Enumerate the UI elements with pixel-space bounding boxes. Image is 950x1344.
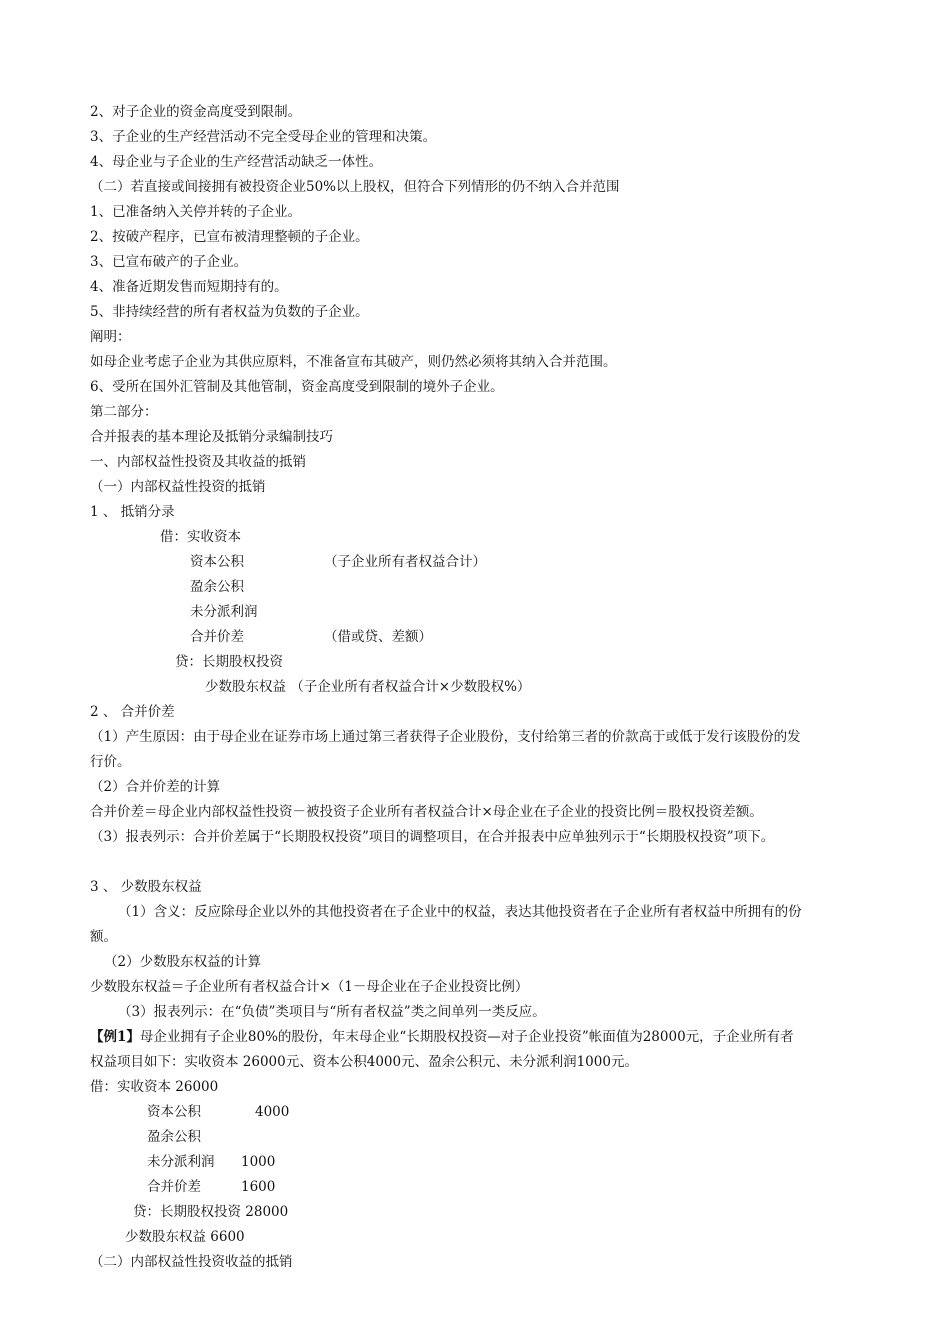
journal-line	[190, 628, 432, 646]
text-line: 3、已宣布破产的子企业。	[90, 254, 248, 270]
subsection-heading: （一）内部权益性投资的抵销	[90, 479, 266, 495]
text-line: 2、按破产程序，已宣布被清理整顿的子企业。	[90, 229, 369, 245]
formula-line: 合并价差＝母企业内部权益性投资－被投资子企业所有者权益合计×母企业在子企业的投资比例＝股权投资差额。	[90, 804, 763, 820]
text-line: 4、母企业与子企业的生产经营活动缺乏一体性。	[90, 154, 383, 170]
text-line: 4、准备近期发售而短期持有的。	[90, 279, 288, 295]
text-line: （3）报表列示：合并价差属于“长期股权投资”项目的调整项目，在合并报表中应单独列示于“长期股权投资”项下。	[90, 829, 775, 845]
text-line: 5、非持续经营的所有者权益为负数的子企业。	[90, 304, 369, 320]
text-line: 阐明：	[90, 329, 131, 345]
journal-account: 少数股东权益 6600	[125, 1229, 245, 1245]
text-line: （2）合并价差的计算	[90, 779, 221, 795]
journal-amount: 4000	[255, 1104, 290, 1120]
journal-line	[147, 1153, 275, 1171]
journal-account: 合并价差	[190, 629, 244, 645]
journal-account: 盈余公积	[190, 579, 244, 595]
journal-debit-line: 借：实收资本 26000	[90, 1079, 219, 1095]
text-line: 6、受所在国外汇管制及其他管制，资金高度受到限制的境外子企业。	[90, 379, 504, 395]
journal-credit-line: 贷：长期股权投资 28000	[133, 1204, 289, 1220]
journal-line	[190, 553, 486, 571]
journal-account: 资本公积	[147, 1104, 201, 1120]
subsection-heading: （二）内部权益性投资收益的抵销	[90, 1254, 293, 1270]
journal-credit-line: 贷：长期股权投资	[175, 654, 283, 670]
journal-debit-line: 借：实收资本	[160, 529, 241, 545]
journal-amount: 1600	[241, 1179, 276, 1195]
text-line: （1）产生原因：由于母企业在证券市场上通过第三者获得子企业股份，支付给第三者的价款高于或低于发行该股份的发	[90, 729, 801, 745]
text-line: 1、已准备纳入关停并转的子企业。	[90, 204, 302, 220]
text-line: 3、子企业的生产经营活动不完全受母企业的管理和决策。	[90, 129, 437, 145]
journal-account: 盈余公积	[147, 1129, 201, 1145]
item-heading: 1 、 抵销分录	[90, 504, 175, 520]
example-label: 【例1】	[90, 1029, 140, 1045]
part-title: 合并报表的基本理论及抵销分录编制技巧	[90, 429, 333, 445]
section-heading: （二）若直接或间接拥有被投资企业50%以上股权，但符合下列情形的仍不纳入合并范围	[90, 179, 620, 195]
item-heading: 3 、 少数股东权益	[90, 879, 202, 895]
example-line	[90, 1028, 794, 1046]
text-line: （2）少数股东权益的计算	[104, 954, 262, 970]
journal-account: 资本公积	[190, 554, 244, 570]
example-text: 母企业拥有子企业80%的股份，年末母企业“长期股权投资—对子企业投资”帐面值为28000元，子企业所有者	[139, 1029, 794, 1045]
journal-note: （借或贷、差额）	[324, 629, 432, 645]
journal-account: 未分派利润	[190, 604, 258, 620]
journal-line	[147, 1103, 289, 1121]
text-line: （3）报表列示：在“负债”类项目与“所有者权益”类之间单列一类反应。	[118, 1004, 546, 1020]
journal-note: （子企业所有者权益合计）	[324, 554, 486, 570]
journal-account: 合并价差	[147, 1179, 201, 1195]
journal-account: 未分派利润	[147, 1154, 215, 1170]
text-line: 行价。	[90, 754, 131, 770]
text-line: （1）含义：反应除母企业以外的其他投资者在子企业中的权益，表达其他投资者在子企业所有者权益中所拥有的份	[118, 904, 802, 920]
text-line: 如母企业考虑子企业为其供应原料，不准备宣布其破产，则仍然必须将其纳入合并范围。	[90, 354, 617, 370]
item-heading: 2 、 合并价差	[90, 704, 175, 720]
section-heading: 一、内部权益性投资及其收益的抵销	[90, 454, 306, 470]
text-line: 2、对子企业的资金高度受到限制。	[90, 104, 302, 120]
journal-amount: 1000	[241, 1154, 276, 1170]
part-heading: 第二部分：	[90, 404, 158, 420]
journal-line	[147, 1178, 275, 1196]
text-line: 额。	[90, 929, 117, 945]
journal-account: 少数股东权益 （子企业所有者权益合计×少数股权%）	[205, 679, 531, 695]
formula-line: 少数股东权益＝子企业所有者权益合计×（1－母企业在子企业投资比例）	[90, 979, 529, 995]
text-line: 权益项目如下：实收资本 26000元、资本公积4000元、盈余公积元、未分派利润1000元。	[90, 1054, 638, 1070]
